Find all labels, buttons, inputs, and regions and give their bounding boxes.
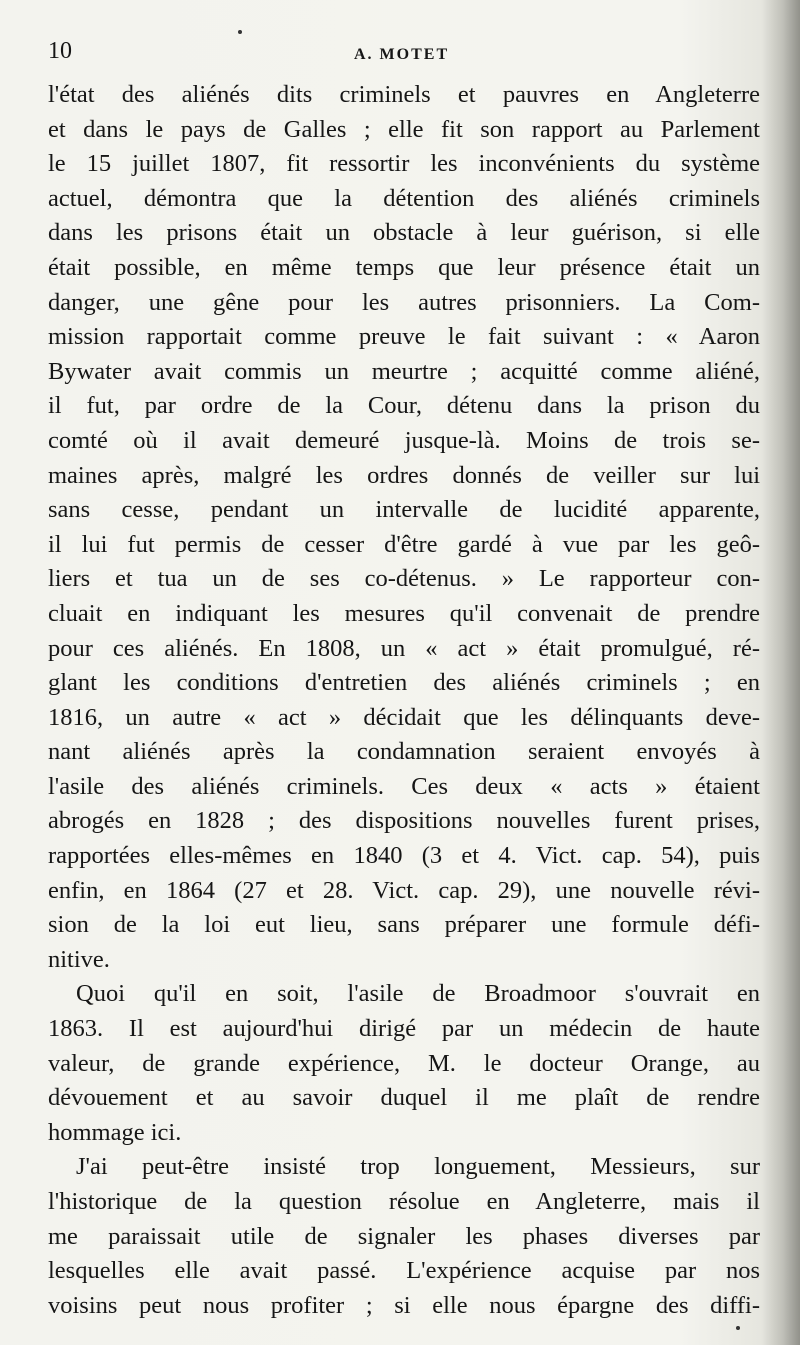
page-number: 10 — [48, 38, 72, 64]
text-line: il lui fut permis de cesser d'être gardé à vue par les geô- — [48, 530, 760, 558]
ink-speck — [736, 1326, 740, 1330]
text-line: 1816, un autre « act » décidait que les délinquants deve- — [48, 703, 760, 731]
text-line: valeur, de grande expérience, M. le docteur Orange, au — [48, 1049, 760, 1077]
text-line: il fut, par ordre de la Cour, détenu dans la prison du — [48, 392, 760, 420]
page-header — [48, 38, 760, 78]
text-line: l'historique de la question résolue en Angleterre, mais il — [48, 1188, 760, 1215]
text-line: liers et tua un de ses co-détenus. » Le rapporteur con- — [48, 565, 760, 593]
text-line: l'état des aliénés dits criminels et pauvres en Angleterre — [48, 81, 760, 108]
text-line: J'ai peut-être insisté trop longuement, Messieurs, sur — [76, 1153, 760, 1181]
text-line: 1863. Il est aujourd'hui dirigé par un médecin de haute — [48, 1015, 760, 1043]
page-edge-shadow — [762, 0, 800, 1345]
text-line: cluait en indiquant les mesures qu'il convenait de prendre — [48, 599, 760, 627]
text-line: comté où il avait demeuré jusque-là. Moins de trois se- — [48, 426, 760, 454]
text-line: hommage ici. — [48, 1118, 182, 1146]
text-line: sans cesse, pendant un intervalle de lucidité apparente, — [48, 496, 760, 524]
text-line: le 15 juillet 1807, fit ressortir les inconvénients du système — [48, 150, 760, 178]
text-line: dans les prisons était un obstacle à leur guérison, si elle — [48, 219, 760, 247]
text-line: nitive. — [48, 945, 110, 973]
text-line: maines après, malgré les ordres donnés de veiller sur lui — [48, 461, 760, 489]
text-line: Quoi qu'il en soit, l'asile de Broadmoor s'ouvrait en — [76, 980, 760, 1008]
ink-speck — [238, 30, 242, 34]
text-line: voisins peut nous profiter ; si elle nous épargne des diffi- — [48, 1291, 760, 1319]
text-line: dévouement et au savoir duquel il me plaît de rendre — [48, 1084, 760, 1112]
text-line: Bywater avait commis un meurtre ; acquitté comme aliéné, — [48, 357, 760, 385]
text-line: danger, une gêne pour les autres prisonniers. La Com- — [48, 288, 760, 316]
text-line: nant aliénés après la condamnation seraient envoyés à — [48, 738, 760, 766]
text-line: me paraissait utile de signaler les phases diverses par — [48, 1222, 760, 1250]
text-line: sion de la loi eut lieu, sans préparer une formule défi- — [48, 911, 760, 939]
text-line: mission rapportait comme preuve le fait suivant : « Aaron — [48, 323, 760, 351]
text-line: l'asile des aliénés criminels. Ces deux « acts » étaient — [48, 772, 760, 800]
text-line: lesquelles elle avait passé. L'expérience acquise par nos — [48, 1257, 760, 1285]
text-line: était possible, en même temps que leur présence était un — [48, 253, 760, 281]
text-line: glant les conditions d'entretien des aliénés criminels ; en — [48, 669, 760, 697]
text-line: et dans le pays de Galles ; elle fit son rapport au Parlement — [48, 115, 760, 143]
text-line: rapportées elles-mêmes en 1840 (3 et 4. Vict. cap. 54), puis — [48, 842, 760, 870]
text-line: enfin, en 1864 (27 et 28. Vict. cap. 29), une nouvelle révi- — [48, 876, 760, 904]
text-line: abrogés en 1828 ; des dispositions nouvelles furent prises, — [48, 807, 760, 835]
running-head: A. MOTET — [354, 46, 450, 63]
text-line: actuel, démontra que la détention des aliénés criminels — [48, 184, 760, 212]
body-text — [48, 78, 760, 1323]
text-line: pour ces aliénés. En 1808, un « act » était promulgué, ré- — [48, 634, 760, 662]
